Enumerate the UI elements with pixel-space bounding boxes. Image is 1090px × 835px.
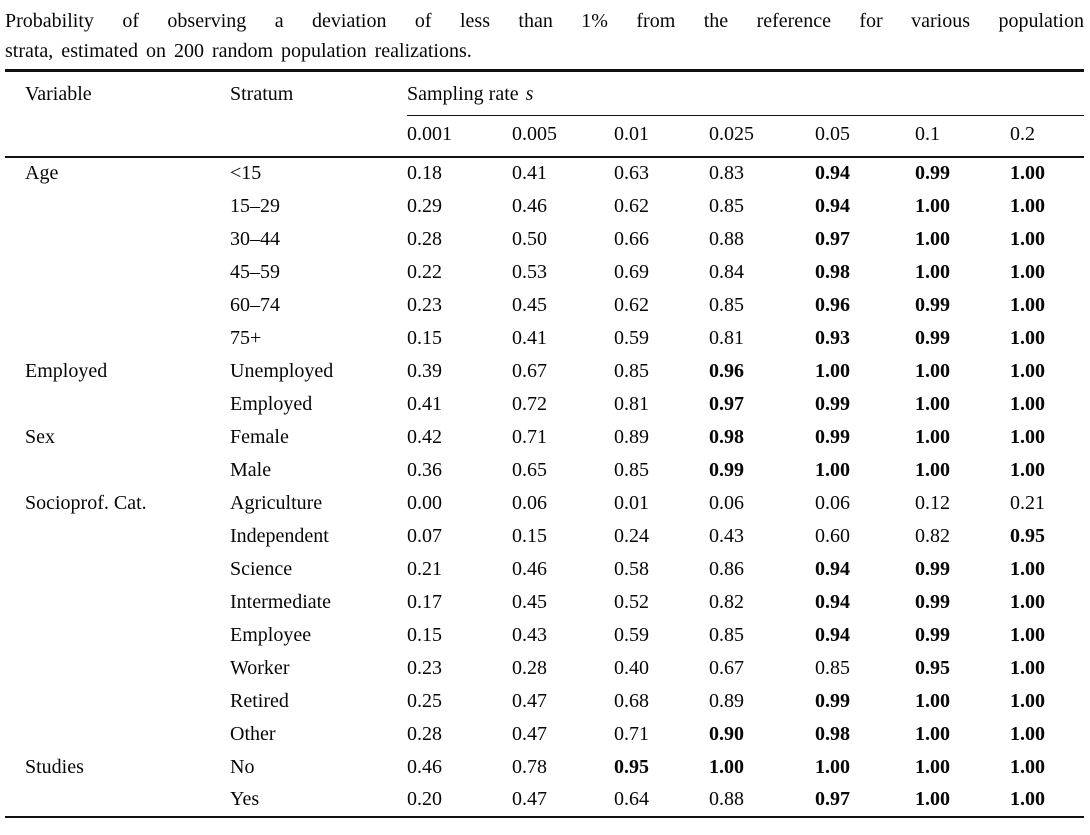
value-cell: 0.95 [614, 755, 649, 778]
value-cell: 0.89 [614, 425, 649, 448]
variable-cell [5, 520, 230, 553]
table-row [5, 388, 1084, 421]
value-cell: 1.00 [1010, 293, 1045, 316]
value-cell: 0.95 [1010, 524, 1045, 547]
stratum-cell: Science [230, 557, 293, 580]
value-cell: 0.67 [512, 359, 547, 382]
value-cell: 0.85 [614, 458, 649, 481]
value-cell: 0.85 [614, 359, 649, 382]
stratum-cell: Unemployed [230, 359, 334, 382]
value-cell: 0.15 [512, 524, 547, 547]
value-cell: 0.99 [815, 689, 850, 712]
rate-column-header: 0.005 [512, 116, 614, 157]
value-cell: 0.45 [512, 590, 547, 613]
stratum-cell: 60–74 [230, 293, 280, 316]
value-cell: 0.65 [512, 458, 547, 481]
value-cell: 0.94 [815, 623, 850, 646]
value-cell: 0.00 [407, 491, 442, 514]
value-cell: 0.94 [815, 557, 850, 580]
stratum-cell: Worker [230, 656, 290, 679]
value-cell: 0.82 [915, 524, 950, 547]
value-cell: 0.82 [709, 590, 744, 613]
value-cell: 1.00 [1010, 788, 1045, 810]
value-cell: 1.00 [1010, 755, 1045, 778]
value-cell: 0.64 [614, 788, 649, 810]
value-cell: 0.46 [512, 557, 547, 580]
value-cell: 1.00 [815, 458, 850, 481]
value-cell: 0.06 [709, 491, 744, 514]
variable-cell [5, 454, 230, 487]
value-cell: 0.98 [815, 722, 850, 745]
value-cell: 0.72 [512, 392, 547, 415]
variable-cell: Age [25, 162, 59, 184]
stratum-cell: 75+ [230, 326, 262, 349]
value-cell: 0.40 [614, 656, 649, 679]
variable-cell [5, 652, 230, 685]
value-cell: 0.28 [512, 656, 547, 679]
variable-cell [5, 619, 230, 652]
stratum-column-header: Stratum [230, 71, 407, 157]
value-cell: 1.00 [1010, 689, 1045, 712]
value-cell: 1.00 [1010, 359, 1045, 382]
value-cell: 1.00 [915, 458, 950, 481]
value-cell: 0.99 [709, 458, 744, 481]
rate-column-header: 0.1 [915, 116, 1010, 157]
value-cell: 0.67 [709, 656, 744, 679]
value-cell: 0.69 [614, 260, 649, 283]
value-cell: 0.99 [915, 326, 950, 349]
value-cell: 0.52 [614, 590, 649, 613]
value-cell: 0.99 [815, 425, 850, 448]
strata-probability-table [5, 69, 1084, 818]
value-cell: 0.97 [815, 788, 850, 810]
value-cell: 0.81 [709, 326, 744, 349]
value-cell: 0.98 [709, 425, 744, 448]
value-cell: 0.90 [709, 722, 744, 745]
stratum-cell: No [230, 755, 255, 778]
value-cell: 1.00 [1010, 557, 1045, 580]
value-cell: 0.94 [815, 194, 850, 217]
value-cell: 0.06 [815, 491, 850, 514]
value-cell: 0.46 [512, 194, 547, 217]
variable-cell [5, 586, 230, 619]
table-caption [5, 2, 1084, 66]
value-cell: 0.86 [709, 557, 744, 580]
value-cell: 0.15 [407, 326, 442, 349]
table-row [5, 619, 1084, 652]
table-row [5, 685, 1084, 718]
value-cell: 0.99 [915, 162, 950, 184]
variable-cell: Sex [25, 425, 55, 448]
value-cell: 0.01 [614, 491, 649, 514]
stratum-cell: Male [230, 458, 272, 481]
variable-cell [5, 718, 230, 751]
value-cell: 0.81 [614, 392, 649, 415]
caption-line-2: strata, estimated on 200 random population realizations. [5, 40, 472, 62]
rate-column-header: 0.05 [815, 116, 915, 157]
variable-column-header: Variable [5, 71, 230, 157]
value-cell: 0.97 [815, 227, 850, 250]
value-cell: 1.00 [1010, 326, 1045, 349]
value-cell: 0.94 [815, 590, 850, 613]
value-cell: 0.78 [512, 755, 547, 778]
value-cell: 0.95 [915, 656, 950, 679]
value-cell: 0.18 [407, 162, 442, 184]
value-cell: 0.43 [709, 524, 744, 547]
variable-cell [5, 388, 230, 421]
value-cell: 0.20 [407, 788, 442, 810]
variable-cell [5, 553, 230, 586]
value-cell: 0.85 [815, 656, 850, 679]
value-cell: 0.21 [407, 557, 442, 580]
value-cell: 0.62 [614, 194, 649, 217]
value-cell: 0.71 [614, 722, 649, 745]
stratum-cell: 30–44 [230, 227, 280, 250]
table-row [5, 520, 1084, 553]
value-cell: 0.63 [614, 162, 649, 184]
stratum-cell: 15–29 [230, 194, 280, 217]
value-cell: 1.00 [1010, 425, 1045, 448]
table-row [5, 553, 1084, 586]
value-cell: 0.47 [512, 788, 547, 810]
value-cell: 0.66 [614, 227, 649, 250]
value-cell: 0.99 [915, 293, 950, 316]
variable-cell [5, 685, 230, 718]
table-body [5, 157, 1084, 817]
value-cell: 0.25 [407, 689, 442, 712]
stratum-cell: Agriculture [230, 491, 323, 514]
value-cell: 0.59 [614, 326, 649, 349]
value-cell: 0.60 [815, 524, 850, 547]
value-cell: 0.94 [815, 162, 850, 184]
value-cell: 0.21 [1010, 491, 1045, 514]
variable-cell [5, 190, 230, 223]
sampling-rate-label: Sampling rate [407, 83, 519, 105]
value-cell: 1.00 [1010, 260, 1045, 283]
stratum-cell: Yes [230, 788, 260, 810]
stratum-cell: Retired [230, 689, 289, 712]
value-cell: 1.00 [1010, 590, 1045, 613]
value-cell: 0.96 [709, 359, 744, 382]
value-cell: 0.12 [915, 491, 950, 514]
value-cell: 0.68 [614, 689, 649, 712]
stratum-cell: Female [230, 425, 289, 448]
value-cell: 0.53 [512, 260, 547, 283]
value-cell: 0.22 [407, 260, 442, 283]
table-row [5, 355, 1084, 388]
value-cell: 0.39 [407, 359, 442, 382]
value-cell: 0.98 [815, 260, 850, 283]
stratum-cell: Intermediate [230, 590, 332, 613]
stratum-cell: Other [230, 722, 276, 745]
table-row [5, 289, 1084, 322]
value-cell: 1.00 [1010, 162, 1045, 184]
value-cell: 0.41 [512, 326, 547, 349]
table-row [5, 322, 1084, 355]
table-row [5, 157, 1084, 190]
value-cell: 1.00 [1010, 194, 1045, 217]
value-cell: 0.28 [407, 227, 442, 250]
value-cell: 1.00 [1010, 392, 1045, 415]
value-cell: 0.97 [709, 392, 744, 415]
value-cell: 0.47 [512, 722, 547, 745]
value-cell: 0.45 [512, 293, 547, 316]
value-cell: 0.88 [709, 788, 744, 810]
stratum-cell: <15 [230, 162, 262, 184]
table-row [5, 487, 1084, 520]
value-cell: 0.47 [512, 689, 547, 712]
value-cell: 0.62 [614, 293, 649, 316]
value-cell: 0.88 [709, 227, 744, 250]
value-cell: 1.00 [709, 755, 744, 778]
value-cell: 0.58 [614, 557, 649, 580]
value-cell: 0.85 [709, 623, 744, 646]
value-cell: 0.23 [407, 656, 442, 679]
value-cell: 1.00 [915, 788, 950, 810]
table-row [5, 784, 1084, 817]
value-cell: 0.93 [815, 326, 850, 349]
value-cell: 1.00 [815, 755, 850, 778]
table-row [5, 652, 1084, 685]
variable-cell [5, 256, 230, 289]
table-row [5, 223, 1084, 256]
value-cell: 0.36 [407, 458, 442, 481]
variable-cell [5, 322, 230, 355]
table-row [5, 751, 1084, 784]
value-cell: 0.99 [915, 557, 950, 580]
variable-cell: Employed [25, 359, 108, 382]
stratum-cell: 45–59 [230, 260, 280, 283]
value-cell: 0.50 [512, 227, 547, 250]
table-row [5, 454, 1084, 487]
value-cell: 1.00 [1010, 656, 1045, 679]
table-row [5, 256, 1084, 289]
value-cell: 0.41 [512, 162, 547, 184]
value-cell: 0.46 [407, 755, 442, 778]
stratum-cell: Independent [230, 524, 329, 547]
rate-column-header: 0.025 [709, 116, 815, 157]
stratum-cell: Employed [230, 392, 313, 415]
value-cell: 1.00 [915, 260, 950, 283]
value-cell: 0.42 [407, 425, 442, 448]
value-cell: 1.00 [915, 425, 950, 448]
value-cell: 0.07 [407, 524, 442, 547]
value-cell: 1.00 [915, 392, 950, 415]
value-cell: 0.83 [709, 162, 744, 184]
sampling-rate-symbol: s [525, 83, 534, 105]
value-cell: 1.00 [915, 722, 950, 745]
value-cell: 0.17 [407, 590, 442, 613]
table-row [5, 586, 1084, 619]
value-cell: 0.85 [709, 293, 744, 316]
value-cell: 0.43 [512, 623, 547, 646]
value-cell: 0.89 [709, 689, 744, 712]
caption-line-1: Probability of observing a deviation of less than 1% from the reference for various population [5, 10, 1084, 32]
value-cell: 0.41 [407, 392, 442, 415]
variable-cell [5, 289, 230, 322]
value-cell: 1.00 [915, 194, 950, 217]
value-cell: 1.00 [1010, 722, 1045, 745]
value-cell: 1.00 [915, 689, 950, 712]
value-cell: 0.29 [407, 194, 442, 217]
rate-column-header: 0.001 [407, 116, 512, 157]
value-cell: 0.06 [512, 491, 547, 514]
variable-cell [5, 784, 230, 817]
value-cell: 1.00 [1010, 227, 1045, 250]
value-cell: 1.00 [915, 755, 950, 778]
column-header-row [5, 71, 1084, 116]
table-row [5, 718, 1084, 751]
value-cell: 0.15 [407, 623, 442, 646]
value-cell: 1.00 [815, 359, 850, 382]
value-cell: 0.59 [614, 623, 649, 646]
rate-column-header: 0.2 [1010, 116, 1084, 157]
variable-cell [5, 223, 230, 256]
value-cell: 0.28 [407, 722, 442, 745]
sampling-rate-header [407, 71, 1084, 116]
value-cell: 0.99 [915, 590, 950, 613]
stratum-cell: Employee [230, 623, 312, 646]
value-cell: 0.71 [512, 425, 547, 448]
value-cell: 0.99 [915, 623, 950, 646]
value-cell: 1.00 [915, 359, 950, 382]
value-cell: 0.85 [709, 194, 744, 217]
value-cell: 0.99 [815, 392, 850, 415]
table-row [5, 421, 1084, 454]
value-cell: 0.96 [815, 293, 850, 316]
value-cell: 0.84 [709, 260, 744, 283]
value-cell: 0.24 [614, 524, 649, 547]
rate-column-header: 0.01 [614, 116, 709, 157]
value-cell: 1.00 [915, 227, 950, 250]
value-cell: 0.23 [407, 293, 442, 316]
value-cell: 1.00 [1010, 458, 1045, 481]
value-cell: 1.00 [1010, 623, 1045, 646]
table-row [5, 190, 1084, 223]
variable-cell: Studies [25, 755, 84, 778]
variable-cell: Socioprof. Cat. [25, 491, 147, 514]
